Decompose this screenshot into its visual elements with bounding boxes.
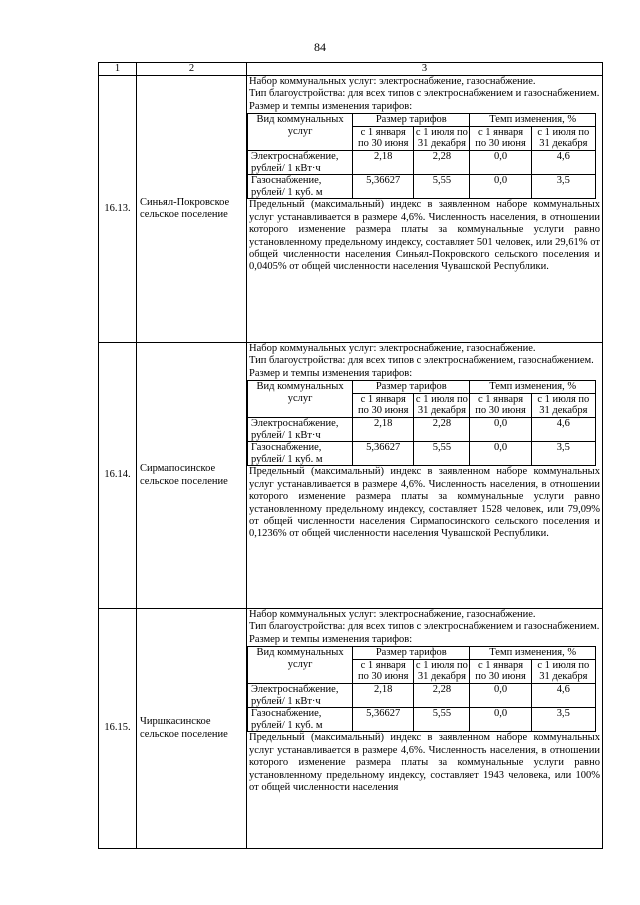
service-type-header: Вид коммунальных услуг <box>248 114 353 151</box>
tariff-rate1: 0,0 <box>470 442 531 466</box>
tariff-rate2: 4,6 <box>531 684 595 708</box>
services-line: Набор коммунальных услуг: электроснабжение, газоснабжение. <box>249 343 536 354</box>
tariff-size1: 5,36627 <box>353 442 414 466</box>
period-header: с 1 июля по 31 декабря <box>531 126 595 150</box>
tariff-row <box>248 442 596 466</box>
tariff-table <box>247 380 596 466</box>
improvement-line: Тип благоустройства: для всех типов с электроснабжением, газоснабжением. <box>249 355 594 367</box>
row-number: 16.13. <box>99 76 137 343</box>
tariff-rate1: 0,0 <box>470 684 531 708</box>
row-content <box>247 76 603 343</box>
table-row <box>99 76 603 343</box>
tariff-rate2: 3,5 <box>531 175 595 199</box>
service-type-header: Вид коммунальных услуг <box>248 381 353 418</box>
tariff-rate-header: Темп изменения, % <box>470 381 596 394</box>
tariff-row <box>248 175 596 199</box>
period-header: с 1 июля по 31 декабря <box>414 126 470 150</box>
period-header: с 1 июля по 31 декабря <box>414 393 470 417</box>
period-header: с 1 января по 30 июня <box>470 659 531 683</box>
period-header: с 1 января по 30 июня <box>353 393 414 417</box>
tariff-label: Электроснабжение, рублей/ 1 кВт·ч <box>248 684 353 708</box>
services-line: Набор коммунальных услуг: электроснабжение, газоснабжение. <box>249 76 536 87</box>
period-header: с 1 июля по 31 декабря <box>414 659 470 683</box>
period-header: с 1 июля по 31 декабря <box>531 393 595 417</box>
table-row <box>99 343 603 609</box>
summary-text: Предельный (максимальный) индекс в заявленном наборе коммунальных услуг устанавливается в размере 4,6%. Численность населения, в отношении которого изменение размера платы за коммунальные услуги равно установленному предельному индексу, составляет 1528 человек, или 79,09% от общей численности населения Сирмапосинского сельского поселения и 0,1236% от общей численности населения Чувашской Республики. <box>249 466 600 540</box>
tariff-row <box>248 418 596 442</box>
tariff-size1: 2,18 <box>353 151 414 175</box>
tariff-label: Электроснабжение, рублей/ 1 кВт·ч <box>248 418 353 442</box>
row-number: 16.15. <box>99 609 137 849</box>
period-header: с 1 июля по 31 декабря <box>531 659 595 683</box>
tariff-table <box>247 113 596 199</box>
tariff-size2: 2,28 <box>414 418 470 442</box>
tariff-rate2: 4,6 <box>531 151 595 175</box>
row-content <box>247 343 603 609</box>
tariff-rate1: 0,0 <box>470 175 531 199</box>
period-header: с 1 января по 30 июня <box>353 659 414 683</box>
tariff-intro: Размер и темпы изменения тарифов: <box>249 633 413 645</box>
tariff-size2: 5,55 <box>414 708 470 732</box>
tariff-rate-header: Темп изменения, % <box>470 647 596 660</box>
tariff-intro: Размер и темпы изменения тарифов: <box>249 100 413 112</box>
header-col-3: 3 <box>247 63 603 76</box>
header-col-2: 2 <box>137 63 247 76</box>
tariff-rate2: 3,5 <box>531 708 595 732</box>
tariff-size1: 5,36627 <box>353 175 414 199</box>
services-line: Набор коммунальных услуг: электроснабжение, газоснабжение. <box>249 609 536 620</box>
service-type-header: Вид коммунальных услуг <box>248 647 353 684</box>
tariff-row <box>248 684 596 708</box>
settlement-name: Сирмапосинское сельское поселение <box>137 343 247 609</box>
tariff-label: Газоснабжение, рублей/ 1 куб. м <box>248 708 353 732</box>
tariff-rate2: 3,5 <box>531 442 595 466</box>
tariff-rate1: 0,0 <box>470 418 531 442</box>
tariff-table <box>247 646 596 732</box>
tariff-label: Газоснабжение, рублей/ 1 куб. м <box>248 442 353 466</box>
period-header: с 1 января по 30 июня <box>470 393 531 417</box>
tariff-row <box>248 708 596 732</box>
settlement-name: Чиршкасинское сельское поселение <box>137 609 247 849</box>
tariff-label: Газоснабжение, рублей/ 1 куб. м <box>248 175 353 199</box>
tariff-size-header: Размер тарифов <box>353 647 470 660</box>
row-number: 16.14. <box>99 343 137 609</box>
improvement-line: Тип благоустройства: для всех типов с электроснабжением и газоснабжением. <box>249 621 600 633</box>
tariff-size2: 5,55 <box>414 442 470 466</box>
period-header: с 1 января по 30 июня <box>470 126 531 150</box>
page-number: 84 <box>314 40 326 54</box>
summary-text: Предельный (максимальный) индекс в заявленном наборе коммунальных услуг устанавливается в размере 4,6%. Численность населения, в отношении которого изменение размера платы за коммунальные услуги равно установленному предельному индексу, составляет 501 человек, или 29,61% от общей численности населения Синьял-Покровского сельского поселения и 0,0405% от общей численности населения Чувашской Республики. <box>249 199 600 273</box>
period-header: с 1 января по 30 июня <box>353 126 414 150</box>
tariff-size1: 2,18 <box>353 418 414 442</box>
tariff-size2: 2,28 <box>414 684 470 708</box>
tariff-size2: 5,55 <box>414 175 470 199</box>
header-col-1: 1 <box>99 63 137 76</box>
tariff-rate1: 0,0 <box>470 151 531 175</box>
tariff-rate1: 0,0 <box>470 708 531 732</box>
tariff-intro: Размер и темпы изменения тарифов: <box>249 367 413 379</box>
tariff-row <box>248 151 596 175</box>
tariff-size-header: Размер тарифов <box>353 381 470 394</box>
tariff-size1: 5,36627 <box>353 708 414 732</box>
tariff-rate-header: Темп изменения, % <box>470 114 596 127</box>
summary-text: Предельный (максимальный) индекс в заявленном наборе коммунальных услуг устанавливается в размере 4,6%. Численность населения, в отношении которого изменение размера платы за коммунальные услуги равно установленному предельному индексу, составляет 1943 человека, или 100% от общей численности населения <box>249 732 600 793</box>
settlement-name: Синьял-Покровское сельское поселение <box>137 76 247 343</box>
tariff-size1: 2,18 <box>353 684 414 708</box>
tariff-label: Электроснабжение, рублей/ 1 кВт·ч <box>248 151 353 175</box>
tariff-size-header: Размер тарифов <box>353 114 470 127</box>
row-content <box>247 609 603 849</box>
tariff-rate2: 4,6 <box>531 418 595 442</box>
table-row <box>99 609 603 849</box>
table-header-row <box>99 63 603 76</box>
tariff-size2: 2,28 <box>414 151 470 175</box>
document-table <box>98 62 603 849</box>
improvement-line: Тип благоустройства: для всех типов с электроснабжением и газоснабжением. <box>249 88 600 100</box>
